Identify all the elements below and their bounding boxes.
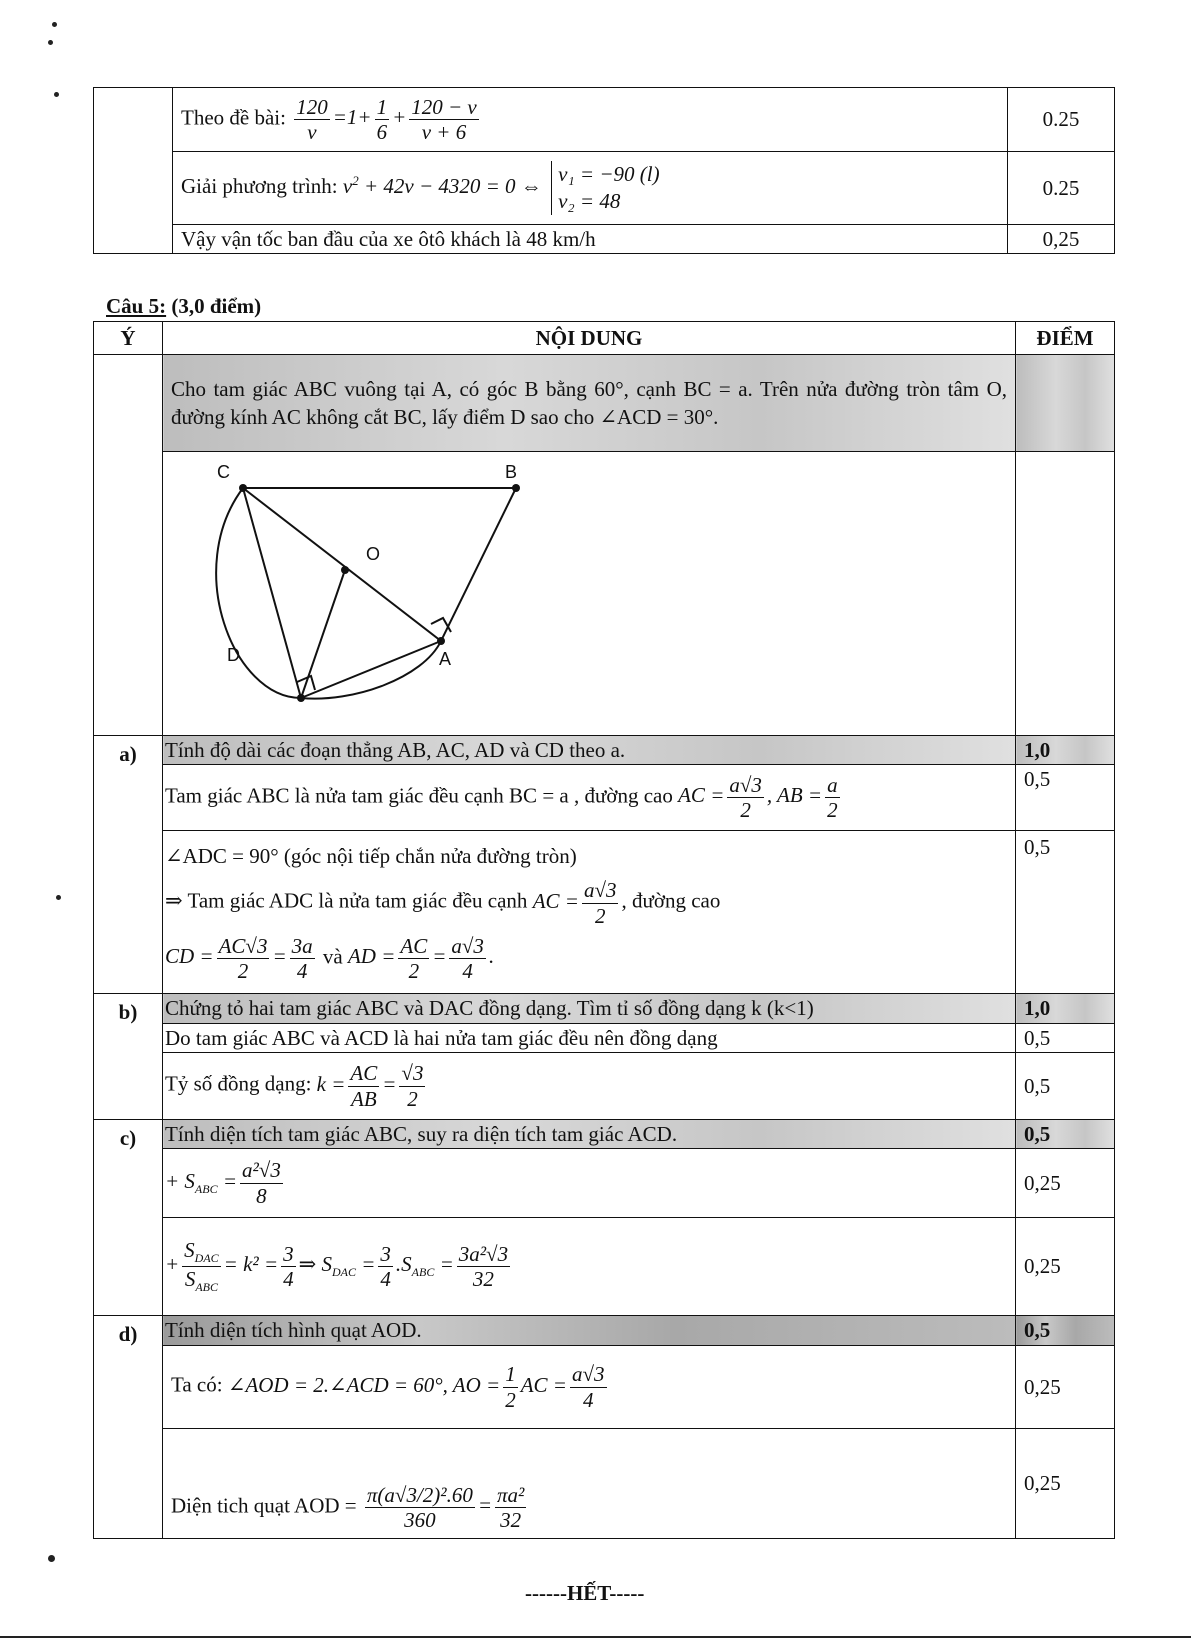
scan-speck bbox=[52, 22, 57, 27]
part-b-score: 1,0 bbox=[1016, 994, 1115, 1024]
geometry-figure bbox=[193, 458, 533, 728]
part-c-line2: + $\frac{S_{DAC}}{S_{ABC}}$ = k² = $\frac{3}{4}$ ⇒ $S_{DAC}$ = $\frac{3}{4}$ $.S_{ABC}$ = $\frac{\text{3a²√3}}{32}$ bbox=[163, 1218, 1016, 1316]
footer-end: ------HẾT----- bbox=[525, 1581, 645, 1605]
col-header-y: Ý bbox=[94, 322, 163, 355]
part-d-label: d) bbox=[94, 1316, 163, 1539]
part-b-label: b) bbox=[94, 994, 163, 1120]
segment-od bbox=[301, 570, 345, 698]
part-c-line1-score: 0,25 bbox=[1016, 1149, 1115, 1218]
part-a-line1-score: 0,5 bbox=[1016, 765, 1115, 831]
label-b: B bbox=[505, 462, 518, 482]
top-row-3-content: Vậy vận tốc ban đầu của xe ôtô khách là 48 km/h bbox=[173, 225, 1008, 254]
part-c-line1: + $S_{ABC}$ = $\frac{\text{a²√3}}{8}$ bbox=[163, 1149, 1016, 1218]
part-b-line1-score: 0,5 bbox=[1016, 1024, 1115, 1053]
top-row-2-content: Giải phương trình: $v^2 + 42v - 4320 = 0$ ⇔ v₁ = −90 (l) v₂ = 48 bbox=[173, 152, 1008, 225]
main-table bbox=[93, 321, 1115, 1539]
part-a-title: Tính độ dài các đoạn thẳng AB, AC, AD và CD theo a. bbox=[163, 736, 1016, 765]
part-a-line2: ∠ADC = 90° (góc nội tiếp chắn nửa đường tròn) ⇒ Tam giác ADC là nửa tam giác đều cạnh AC = $\frac{a√3}{2}$ , đường cao CD = $\frac{AC√3}{2}$ = $\frac{3a}{4}$ và AD = $\frac{AC}{2}$ = $\frac{a√3}{4}$ . bbox=[163, 831, 1016, 994]
part-a-score: 1,0 bbox=[1016, 736, 1115, 765]
label-a: A bbox=[439, 649, 452, 669]
figure-cell bbox=[163, 452, 1016, 736]
part-c-label: c) bbox=[94, 1120, 163, 1316]
scan-speck bbox=[48, 1555, 55, 1562]
part-c-score: 0,5 bbox=[1016, 1120, 1115, 1149]
part-d-title: Tính diện tích hình quạt AOD. bbox=[163, 1316, 1016, 1346]
part-b-title: Chứng tỏ hai tam giác ABC và DAC đồng dạng. Tìm tỉ số đồng dạng k (k<1) bbox=[163, 994, 1016, 1024]
part-d-line1: Ta có: ∠AOD = 2.∠ACD = 60°, AO = $\frac{1}{2}$ AC = $\frac{a√3}{4}$ bbox=[163, 1346, 1016, 1429]
part-d-score: 0,5 bbox=[1016, 1316, 1115, 1346]
page-bottom-edge bbox=[0, 1636, 1191, 1638]
part-d-line2-score: 0,25 bbox=[1016, 1429, 1115, 1539]
col-header-score: ĐIỂM bbox=[1016, 322, 1115, 355]
scan-speck bbox=[56, 895, 61, 900]
segment-ba bbox=[441, 488, 516, 641]
segment-cd bbox=[243, 488, 301, 698]
label-o: O bbox=[366, 544, 381, 564]
top-table bbox=[93, 87, 1115, 254]
part-b-line1: Do tam giác ABC và ACD là hai nửa tam giác đều nên đồng dạng bbox=[163, 1024, 1016, 1053]
part-c-title: Tính diện tích tam giác ABC, suy ra diện tích tam giác ACD. bbox=[163, 1120, 1016, 1149]
part-a-line2-score: 0,5 bbox=[1016, 831, 1115, 994]
part-a-line1: Tam giác ABC là nửa tam giác đều cạnh BC = a , đường cao AC = $\frac{a√3}{2}$ , AB = $\frac{a}{2}$ bbox=[163, 765, 1016, 831]
top-row-2-score: 0.25 bbox=[1008, 152, 1115, 225]
part-b-line2: Tỷ số đồng dạng: k = $\frac{AC}{AB}$ = $\frac{√3}{2}$ bbox=[163, 1053, 1016, 1120]
part-d-line2: Diện tich quạt AOD = $\frac{\text{π(a√3/2)².60}}{360}$ = $\frac{\text{πa²}}{32}$ bbox=[163, 1429, 1016, 1539]
top-row-1-content: Theo đề bài: $\frac{120}{v}$ =1+ $\frac{1}{6}$ + $\frac{120 - v}{v + 6}$ bbox=[173, 88, 1008, 152]
segment-ca bbox=[243, 488, 441, 641]
col-header-content: NỘI DUNG bbox=[163, 322, 1016, 355]
question-heading: Câu 5: (3,0 điểm) bbox=[106, 294, 262, 318]
semicircle-arc bbox=[216, 488, 441, 699]
scan-speck bbox=[54, 92, 59, 97]
top-row-3-score: 0,25 bbox=[1008, 225, 1115, 254]
top-row-1-score: 0.25 bbox=[1008, 88, 1115, 152]
part-a-label: a) bbox=[94, 736, 163, 994]
label-c: C bbox=[217, 462, 230, 482]
scan-speck bbox=[48, 40, 53, 45]
right-angle-a bbox=[431, 618, 451, 632]
part-b-line2-score: 0,5 bbox=[1016, 1053, 1115, 1120]
problem-statement: Cho tam giác ABC vuông tại A, có góc B bằng 60°, cạnh BC = a. Trên nửa đường tròn tâm O, đường kính AC không cắt BC, lấy điểm D sao cho ∠ACD = 30°. bbox=[163, 355, 1016, 452]
part-d-line1-score: 0,25 bbox=[1016, 1346, 1115, 1429]
part-c-line2-score: 0,25 bbox=[1016, 1218, 1115, 1316]
label-d: D bbox=[227, 645, 240, 665]
